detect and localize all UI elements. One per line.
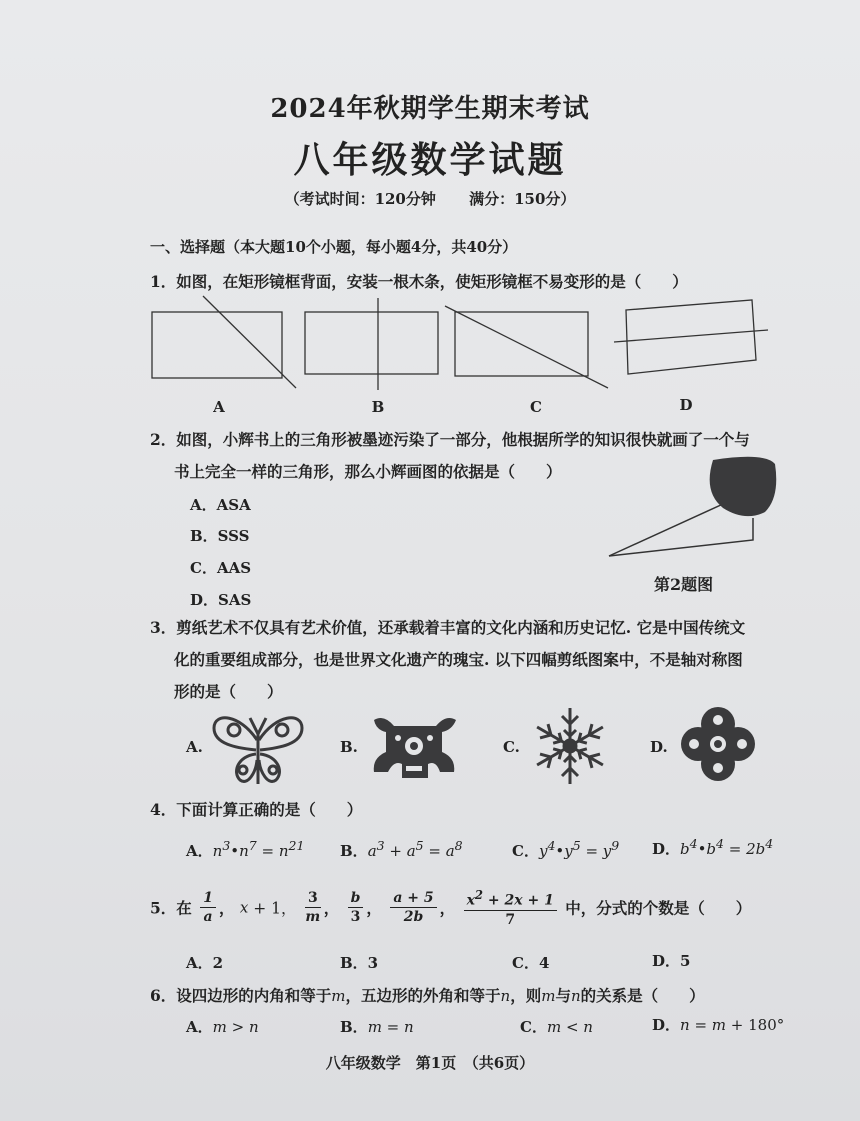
snowflake-icon (530, 704, 610, 788)
q4-option-d: D．$b^4•b^4 = 2b^4$ (652, 836, 774, 858)
question-2-line2: 书上完全一样的三角形，那么小辉画图的依据是（ ） (174, 462, 562, 481)
question-2-line1: 2．如图，小辉书上的三角形被墨迹污染了一部分，他根据所学的知识很快就画了一个与 (150, 430, 750, 449)
q1-label-b: B (371, 398, 385, 416)
frame-d (626, 300, 756, 374)
ox-icon (366, 712, 462, 784)
q1-label-d: D (679, 396, 693, 414)
question-3-line2: 化的重要组成部分，也是世界文化遗产的瑰宝. 以下四幅剪纸图案中，不是轴对称图 (174, 650, 743, 669)
question-4-text: 4．下面计算正确的是（ ） (150, 800, 363, 819)
triangle-figure (605, 452, 805, 562)
question-5: 5．在 $\frac{1}{a}$ ， x + 1， $\frac{3}{m}$ ， $\frac{b}{3}$ ， $\frac{a + 5}{2b}$ ， $\frac{x^2 + 2x + 1}{7}$ 中，分式的个数是（ ） (150, 888, 752, 928)
stick-d (614, 330, 768, 342)
q3-label-d: D. (650, 738, 668, 756)
q2-option-d: D．SAS (190, 591, 252, 609)
question-6-text: 6．设四边形的内角和等于m，五边形的外角和等于n，则m与n的关系是（ ） (150, 986, 705, 1005)
q4-option-b: B．$a^3 + a^5 = a^8$ (340, 838, 463, 860)
q6-option-b: B．m = n (340, 1018, 414, 1036)
q5-option-d: D．5 (652, 952, 691, 970)
full-score: 满分：150分） (469, 190, 576, 208)
q6-option-d: D．n = m + 180° (652, 1016, 785, 1034)
frame-b (305, 312, 438, 374)
exam-time: （考试时间：120分钟 (284, 190, 436, 208)
q2-figure-caption: 第2题图 (654, 575, 714, 594)
q2-option-a: A．ASA (190, 496, 251, 514)
question-3-line1: 3．剪纸艺术不仅具有艺术价值，还承载着丰富的文化内涵和历史记忆. 它是中国传统文 (150, 618, 746, 637)
q1-label-c: C (530, 398, 542, 416)
q6-option-a: A．m > n (186, 1018, 259, 1036)
q1-label-a: A (213, 398, 225, 416)
q5-option-c: C．4 (512, 954, 550, 972)
q3-label-a: A. (186, 738, 203, 756)
section-heading: 一、选择题（本大题10个小题，每小题4分，共40分） (150, 238, 518, 256)
flower-icon (676, 706, 760, 786)
q3-label-c: C. (503, 738, 520, 756)
page-footer: 八年级数学 第1页 （共6页） (325, 1054, 535, 1072)
q4-option-c: C．$y^4•y^5 = y^9$ (512, 838, 620, 860)
exam-title: 2024年秋期学生期末考试 (270, 94, 590, 124)
q2-option-b: B．SSS (190, 527, 250, 545)
frame-a (152, 312, 282, 378)
q5-option-b: B．3 (340, 954, 379, 972)
butterfly-icon (210, 710, 306, 790)
q6-option-c: C．m < n (520, 1018, 593, 1036)
question-1-figures (0, 290, 860, 410)
q5-option-a: A．2 (186, 954, 224, 972)
q4-option-a: A．$n^3•n^7 = n^{21}$ (186, 838, 305, 860)
q3-label-b: B. (340, 738, 358, 756)
subject-title: 八年级数学试题 (293, 139, 567, 181)
question-1-text: 1．如图，在矩形镜框背面，安装一根木条，使矩形镜框不易变形的是（ ） (150, 272, 688, 291)
ink-blot (710, 457, 777, 516)
exam-info (0, 188, 860, 209)
q2-option-c: C．AAS (190, 559, 252, 577)
question-3-line3: 形的是（ ） (174, 682, 283, 701)
